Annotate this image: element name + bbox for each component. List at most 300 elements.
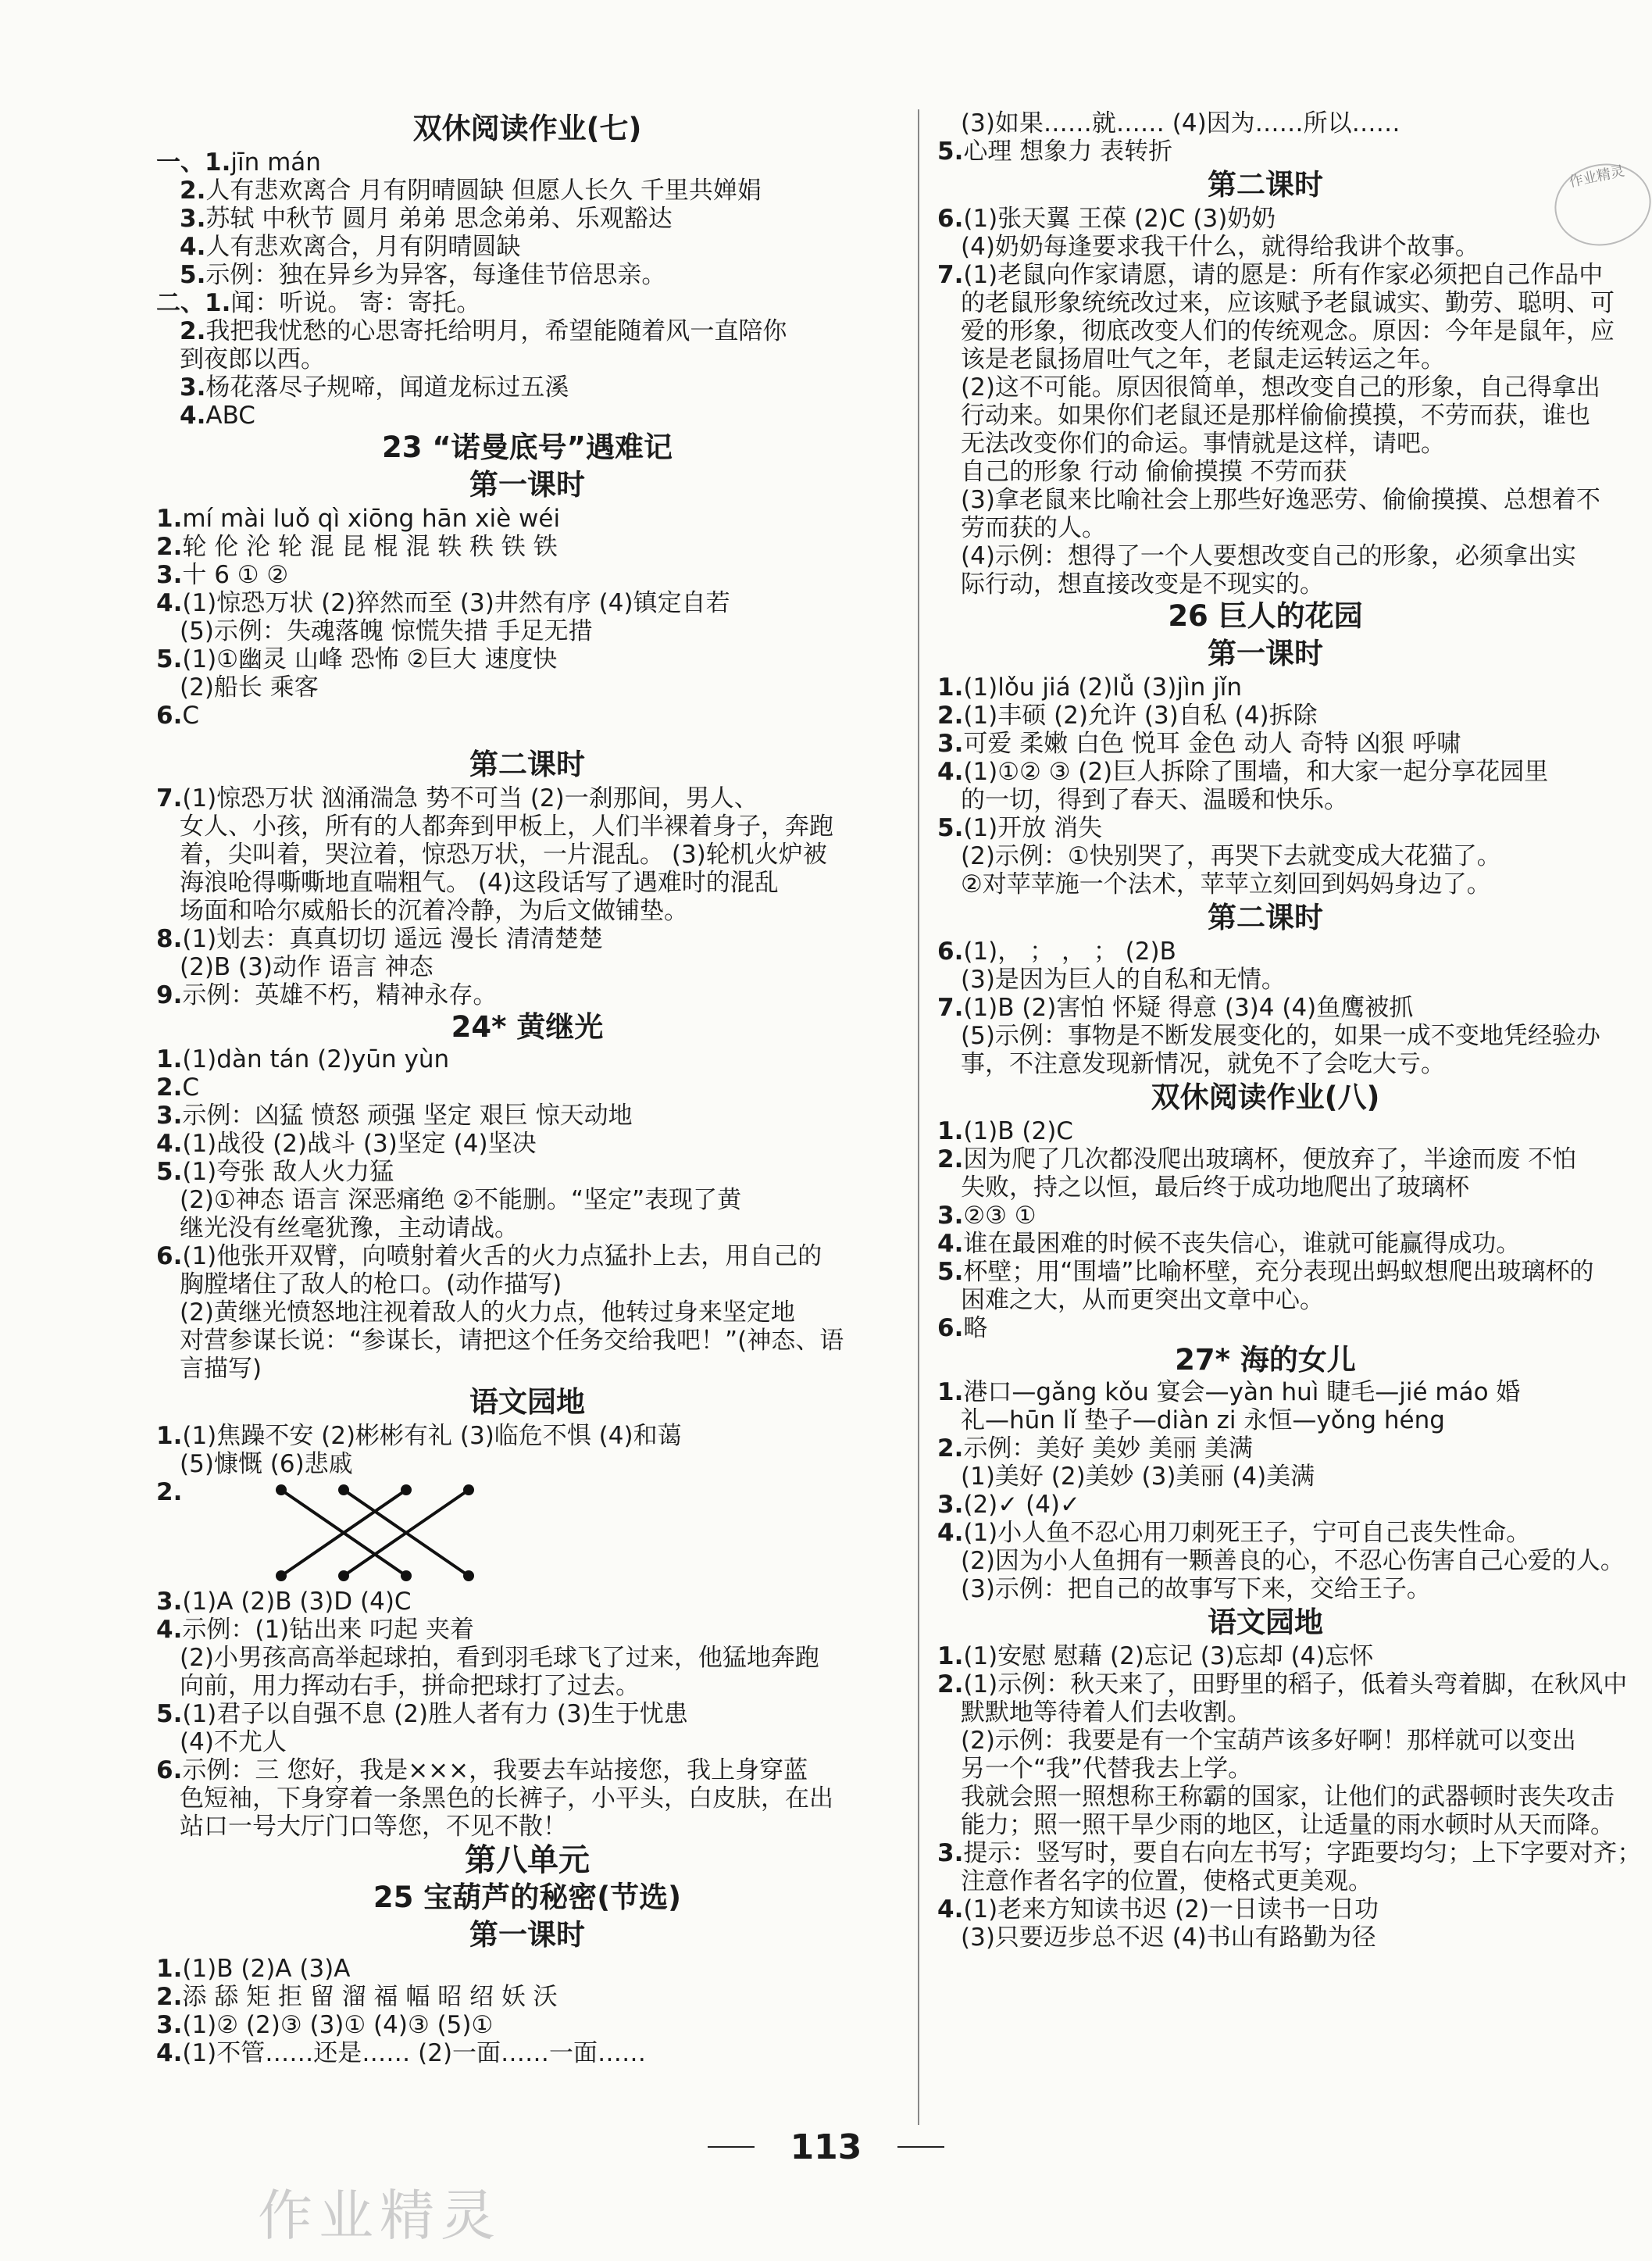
answer-line: [156, 1955, 898, 1983]
answer-line: [156, 1588, 898, 1616]
item-number: 1.: [156, 505, 183, 533]
answer-line: [156, 1700, 898, 1728]
answer-line: [937, 1406, 1593, 1434]
section-heading: 第一课时: [469, 1918, 585, 1952]
answer-line: [937, 261, 1604, 289]
item-number: 6.: [937, 205, 964, 233]
answer-line: [937, 1642, 1593, 1670]
answer-line: [937, 373, 1600, 402]
match-dot: [463, 1570, 474, 1581]
answer-line: [156, 1644, 898, 1672]
item-number: 3.: [156, 1102, 183, 1130]
answer-text: ②对苹苹施一个法术，苹苹立刻回到妈妈身边了。: [961, 870, 1491, 898]
watermark: 作业精灵: [258, 2184, 501, 2248]
answer-line: [937, 458, 1593, 486]
answer-line: [156, 1214, 898, 1242]
answer-line: [937, 786, 1593, 814]
item-number: 9.: [156, 981, 183, 1009]
item-number: 1.: [937, 673, 964, 702]
answer-line: [937, 1202, 1593, 1230]
answer-line: [156, 261, 898, 289]
lesson-title: 26 巨人的花园: [1168, 599, 1363, 633]
answer-text: 提示：竖写时，要自右向左书写；字距要均匀；上下字要对齐；: [963, 1839, 1642, 1867]
answer-line: [156, 148, 898, 177]
answer-text: 际行动，想直接改变是不现实的。: [961, 570, 1324, 598]
answer-text: 女人、小孩，所有的人都奔到甲板上，人们半裸着身子，奔跑: [180, 813, 833, 841]
answer-text: (1)安慰 慰藉 (2)忘记 (3)忘却 (4)忘怀: [963, 1642, 1374, 1670]
answer-text: (4)不尤人: [180, 1728, 287, 1756]
item-number: 3.: [937, 1491, 964, 1519]
answer-line: [937, 1575, 1593, 1603]
answer-line: [156, 784, 898, 813]
item-number: 4.: [156, 1130, 183, 1158]
answer-text: 事，不注意发现新情况，就免不了会吃大亏。: [961, 1050, 1445, 1078]
answer-line: [156, 233, 898, 261]
section-heading: 双休阅读作业(七): [412, 112, 642, 145]
answer-line: [937, 1698, 1593, 1727]
answer-line: [156, 617, 898, 645]
section-heading: 第一课时: [469, 468, 585, 502]
answer-line: [156, 177, 898, 205]
item-number: 2.: [156, 1983, 183, 2011]
answer-text: 闻：听说。 寄：寄托。: [230, 289, 481, 317]
answer-line: [937, 289, 1615, 317]
answer-text: (1)焦躁不安 (2)彬彬有礼 (3)临危不惧 (4)和蔼: [182, 1422, 682, 1450]
left-column: [156, 109, 898, 2067]
answer-text: (1)①② ③ (2)巨人拆除了围墙，和大家一起分享花园里: [963, 758, 1549, 786]
item-number: 5.: [156, 645, 183, 673]
answer-text: (1)丰硕 (2)允许 (3)自私 (4)拆除: [963, 702, 1318, 730]
answer-text: 谁在最困难的时候不丧失信心，谁就可能赢得成功。: [963, 1230, 1521, 1258]
answer-line: [937, 486, 1600, 514]
item-number: 3.: [937, 1202, 964, 1230]
answer-text: 杨花落尽子规啼，闻道龙标过五溪: [205, 373, 569, 402]
item-number: 4.: [156, 589, 183, 617]
matching-diagram: [156, 1478, 898, 1588]
answer-line: [156, 289, 898, 317]
answer-line: [937, 758, 1593, 786]
answer-text: 礼—hūn lǐ 垫子—diàn zi 永恒—yǒng héng: [961, 1406, 1445, 1434]
section-heading: 第二课时: [1208, 168, 1323, 202]
section-heading: 第一课时: [1208, 637, 1323, 670]
item-number: 6.: [156, 1242, 183, 1270]
answer-text: (2)因为小人鱼拥有一颗善良的心，不忍心伤害自己心爱的人。: [961, 1547, 1625, 1575]
matching-lines: [266, 1478, 516, 1588]
answer-line: [156, 841, 898, 869]
answer-line: [156, 1130, 898, 1158]
answer-line: [156, 1102, 898, 1130]
answer-line: [156, 981, 898, 1009]
answer-line: [937, 1670, 1628, 1698]
answer-line: [937, 1258, 1593, 1286]
answer-line: [156, 1983, 898, 2011]
item-number: 6.: [156, 1756, 183, 1784]
item-number: 1.: [937, 1378, 964, 1406]
answer-line: [937, 402, 1593, 430]
answer-text: (1)A (2)B (3)D (4)C: [182, 1588, 412, 1616]
answer-text: 能力；照一照干旱少雨的地区，让适量的雨水顿时从天而降。: [961, 1811, 1615, 1839]
answer-line: [156, 2039, 898, 2067]
answer-text: 示例：(1)钻出来 叼起 夹着: [182, 1616, 474, 1644]
answer-line: [156, 589, 898, 617]
answer-text: 对营参谋长说：“参谋长，请把这个任务交给我吧！”(神态、语: [180, 1327, 844, 1355]
item-number: 7.: [937, 261, 964, 289]
answer-line: [156, 869, 898, 897]
answer-text: 人有悲欢离合，月有阴晴圆缺: [205, 233, 521, 261]
page-number: 113: [790, 2127, 862, 2167]
answer-line: [937, 673, 1593, 702]
answer-line: [937, 1755, 1593, 1783]
answer-text: (1)①幽灵 山峰 恐怖 ②巨大 速度快: [182, 645, 558, 673]
item-number: 3.: [156, 561, 183, 589]
item-number: 1.: [156, 1955, 183, 1983]
answer-text: C: [182, 1073, 200, 1102]
answer-text: 港口—gǎng kǒu 宴会—yàn huì 睫毛—jié máo 婚: [963, 1378, 1521, 1406]
answer-text: ABC: [205, 402, 255, 430]
item-number: 2.: [937, 702, 964, 730]
spacer: [156, 730, 898, 745]
section-heading: 语文园地: [469, 1385, 585, 1419]
item-number: 8.: [156, 925, 183, 953]
item-number: 5.: [937, 138, 964, 166]
section-heading: 双休阅读作业(八): [1151, 1080, 1380, 1114]
answer-text: 向前，用力挥动右手，拼命把球打了过去。: [180, 1672, 640, 1700]
section-heading: 第二课时: [469, 748, 585, 781]
answer-text: (1)惊恐万状 (2)猝然而至 (3)井然有序 (4)镇定自若: [182, 589, 730, 617]
answer-text: 添 舔 矩 拒 留 溜 福 幅 昭 绍 妖 沃: [182, 1983, 558, 2011]
answer-line: [937, 1923, 1593, 1952]
item-number: 4.: [156, 2039, 183, 2067]
answer-text: 困难之大，从而更突出文章中心。: [961, 1286, 1324, 1314]
answer-text: (4)示例：想得了一个人要想改变自己的形象，必须拿出实: [961, 542, 1576, 570]
item-number: 一、1.: [156, 148, 231, 177]
page-number-footer: [0, 2125, 1652, 2167]
item-number: 4.: [937, 1895, 964, 1923]
answer-line: [937, 870, 1593, 898]
answer-text: (1)开放 消失: [963, 814, 1103, 842]
answer-text: (1)B (2)A (3)A: [182, 1955, 351, 1983]
answer-text: (1)惊恐万状 汹涌湍急 势不可当 (2)一刹那间，男人、: [182, 784, 758, 813]
footer-dash-left: [708, 2146, 755, 2148]
item-number: 5.: [180, 261, 206, 289]
item-number: 6.: [156, 702, 183, 730]
answer-line: [156, 645, 898, 673]
answer-text: 因为爬了几次都没爬出玻璃杯，便放弃了，半途而废 不怕: [963, 1145, 1577, 1173]
match-dot: [276, 1570, 287, 1581]
item-number: 3.: [180, 373, 206, 402]
answer-text: 劳而获的人。: [961, 514, 1106, 542]
lesson-title: 25 宝葫芦的秘密(节选): [373, 1881, 682, 1914]
match-dot: [401, 1570, 412, 1581]
item-number: 4.: [180, 233, 206, 261]
answer-text: (3)只要迈步总不迟 (4)书山有路勤为径: [961, 1923, 1376, 1952]
answer-line: [156, 1756, 898, 1784]
item-number: 5.: [937, 814, 964, 842]
item-number: 3.: [156, 1588, 183, 1616]
answer-text: (1)示例：秋天来了，田野里的稻子，低着头弯着脚，在秋风中: [963, 1670, 1628, 1698]
answer-line: [156, 1327, 898, 1355]
answer-line: [156, 1672, 898, 1700]
answer-text: mí mài luǒ qì xiōng hān xiè wéi: [182, 505, 561, 533]
answer-line: [937, 1547, 1625, 1575]
item-number: 1.: [156, 1045, 183, 1073]
answer-line: [156, 1158, 898, 1186]
answer-line: [156, 561, 898, 589]
answer-text: (1)② (2)③ (3)① (4)③ (5)①: [182, 2011, 494, 2039]
footer-dash-right: [897, 2146, 944, 2148]
item-number: 7.: [156, 784, 183, 813]
answer-text: (1)美好 (2)美妙 (3)美丽 (4)美满: [961, 1463, 1315, 1491]
answer-line: [156, 373, 898, 402]
answer-text: (1)老来方知读书迟 (2)一日读书一日功: [963, 1895, 1379, 1923]
answer-line: [937, 1314, 1593, 1342]
item-number: 1.: [937, 1642, 964, 1670]
answer-line: [156, 925, 898, 953]
answer-line: [156, 1422, 898, 1450]
answer-text: (2)示例：我要是有一个宝葫芦该多好啊！那样就可以变出: [961, 1727, 1576, 1755]
answer-text: C: [182, 702, 200, 730]
answer-text: 我把我忧愁的心思寄托给明月，希望能随着风一直陪你: [205, 317, 787, 345]
answer-line: [937, 1145, 1593, 1173]
match-dot: [276, 1484, 287, 1495]
item-number: 4.: [937, 1230, 964, 1258]
answer-line: [156, 533, 898, 561]
answer-text: (3)如果……就…… (4)因为……所以……: [961, 109, 1400, 138]
answer-text: 无法改变你们的命运。事情就是这样，请吧。: [961, 430, 1445, 458]
answer-text: (3)是因为巨人的自私和无情。: [961, 966, 1286, 994]
answer-line: [937, 1839, 1642, 1867]
answer-line: [156, 402, 898, 430]
answer-text: (1)， ； ， ； (2)B: [963, 938, 1176, 966]
answer-text: 着，尖叫着，哭泣着，惊恐万状，一片混乱。 (3)轮机火炉被: [180, 841, 827, 869]
answer-text: (1)战役 (2)战斗 (3)坚定 (4)坚决: [182, 1130, 537, 1158]
answer-text: jīn mán: [230, 148, 321, 177]
answer-text: 示例：美好 美妙 美丽 美满: [963, 1434, 1253, 1463]
answer-text: (1)B (2)害怕 怀疑 得意 (3)4 (4)鱼鹰被抓: [963, 994, 1414, 1022]
answer-line: [937, 570, 1593, 598]
item-number: 1.: [156, 1422, 183, 1450]
answer-line: [937, 1727, 1593, 1755]
answer-line: [937, 1050, 1593, 1078]
answer-line: [156, 1784, 898, 1813]
answer-text: (4)奶奶每逢要求我干什么，就得给我讲个故事。: [961, 233, 1479, 261]
answer-line: [937, 1811, 1615, 1839]
item-number: 2.: [156, 533, 183, 561]
item-number: 4.: [937, 1519, 964, 1547]
answer-text: 注意作者名字的位置，使格式更美观。: [961, 1867, 1372, 1895]
answer-line: [156, 1616, 898, 1644]
item-number: 4.: [937, 758, 964, 786]
answer-text: 苏轼 中秋节 圆月 弟弟 思念弟弟、乐观豁达: [205, 205, 673, 233]
answer-text: (1)dàn tán (2)yūn yùn: [182, 1045, 450, 1073]
item-number: 2.: [180, 317, 206, 345]
answer-line: [937, 1867, 1593, 1895]
answer-line: [156, 702, 898, 730]
match-dot: [338, 1570, 349, 1581]
answer-text: 海浪呛得嘶嘶地直喘粗气。 (4)这段话写了遇难时的混乱: [180, 869, 779, 897]
answer-line: [937, 1230, 1593, 1258]
answer-line: [937, 994, 1593, 1022]
match-dot: [401, 1484, 412, 1495]
item-number: 5.: [156, 1700, 183, 1728]
item-number: 1.: [937, 1117, 964, 1145]
item-number: 2.: [156, 1073, 183, 1102]
answer-text: 到夜郎以西。: [180, 345, 325, 373]
answer-line: [156, 1813, 898, 1841]
answer-line: [156, 1186, 898, 1214]
answer-line: [156, 1728, 898, 1756]
answer-line: [937, 1463, 1593, 1491]
stamp-logo: 作业精灵: [1547, 155, 1652, 255]
item-number: 2.: [937, 1434, 964, 1463]
answer-line: [156, 1355, 898, 1383]
answer-line: [156, 1450, 898, 1478]
item-number: 3.: [156, 2011, 183, 2039]
item-number: 5.: [937, 1258, 964, 1286]
answer-text: 自己的形象 行动 偷偷摸摸 不劳而获: [961, 458, 1347, 486]
answer-line: [156, 813, 898, 841]
answer-line: [156, 2011, 898, 2039]
item-number: 3.: [937, 1839, 964, 1867]
answer-line: [156, 897, 898, 925]
answer-text: (2)①神态 语言 深恶痛绝 ②不能删。“坚定”表现了黄: [180, 1186, 742, 1214]
answer-line: [937, 1173, 1593, 1202]
answer-text: (1)划去：真真切切 遥远 漫长 清清楚楚: [182, 925, 603, 953]
answer-line: [937, 1519, 1593, 1547]
answer-line: [937, 966, 1593, 994]
answer-text: 十 6 ① ②: [182, 561, 289, 589]
item-number: 2.: [937, 1670, 964, 1698]
answer-line: [937, 1286, 1593, 1314]
item-number: 4.: [180, 402, 206, 430]
match-dot: [463, 1484, 474, 1495]
match-dot: [338, 1484, 349, 1495]
answer-text: 继光没有丝毫犹豫，主动请战。: [180, 1214, 519, 1242]
answer-text: 略: [963, 1314, 988, 1342]
answer-line: [156, 673, 898, 702]
answer-line: [937, 138, 1593, 166]
section-heading: 语文园地: [1208, 1606, 1323, 1639]
answer-text: (2)✓ (4)✓: [963, 1491, 1080, 1519]
answer-text: (3)示例：把自己的故事写下来，交给王子。: [961, 1575, 1431, 1603]
answer-line: [156, 953, 898, 981]
answer-text: 言描写): [180, 1355, 262, 1383]
answer-line: [937, 938, 1593, 966]
answer-text: 人有悲欢离合 月有阴晴圆缺 但愿人长久 千里共婵娟: [205, 177, 762, 205]
answer-line: [156, 1270, 898, 1298]
answer-text: 我就会照一照想称王称霸的国家，让他们的武器顿时丧失攻击: [961, 1783, 1615, 1811]
item-number: 5.: [156, 1158, 183, 1186]
answer-text: 杯壁；用“围墙”比喻杯壁，充分表现出蚂蚁想爬出玻璃杯的: [963, 1258, 1594, 1286]
answer-text: (1)B (2)C: [963, 1117, 1073, 1145]
answer-text: 失败，持之以恒，最后终于成功地爬出了玻璃杯: [961, 1173, 1469, 1202]
answer-line: [937, 1783, 1615, 1811]
lesson-title: 27* 海的女儿: [1175, 1343, 1356, 1377]
answer-line: [937, 233, 1593, 261]
item-number: 6.: [937, 1314, 964, 1342]
answer-text: 的老鼠形象统统改过来，应该赋予老鼠诚实、勤劳、聪明、可: [961, 289, 1615, 317]
item-number: 3.: [937, 730, 964, 758]
answer-text: 行动来。如果你们老鼠还是那样偷偷摸摸，不劳而获，谁也: [961, 402, 1590, 430]
item-number: 2.: [156, 1478, 183, 1506]
answer-text: 站口一号大厅门口等您，不见不散！: [180, 1813, 567, 1841]
answer-text: 示例：英雄不朽，精神永存。: [182, 981, 498, 1009]
answer-line: [937, 345, 1593, 373]
answer-text: (1)不管……还是…… (2)一面……一面……: [182, 2039, 647, 2067]
answer-text: 轮 伦 沦 轮 混 昆 棍 混 轶 秩 铁 铁: [182, 533, 558, 561]
answer-text: 胸膛堵住了敌人的枪口。(动作描写): [180, 1270, 562, 1298]
answer-text: 爱的形象，彻底改变人们的传统观念。原因：今年是鼠年，应: [961, 317, 1615, 345]
answer-text: 心理 想象力 表转折: [963, 138, 1173, 166]
answer-text: (1)老鼠向作家请愿，请的愿是：所有作家必须把自己作品中: [963, 261, 1604, 289]
answer-line: [937, 1895, 1593, 1923]
item-number: 7.: [937, 994, 964, 1022]
answer-text: (2)船长 乘客: [180, 673, 319, 702]
item-number: 2.: [180, 177, 206, 205]
answer-line: [156, 205, 898, 233]
answer-text: 的一切，得到了春天、温暖和快乐。: [961, 786, 1348, 814]
item-number: 4.: [156, 1616, 183, 1644]
answer-line: [156, 345, 898, 373]
section-heading: 第二课时: [1208, 901, 1323, 934]
answer-text: (2)这不可能。原因很简单，想改变自己的形象，自己得拿出: [961, 373, 1600, 402]
answer-text: 示例：独在异乡为异客，每逢佳节倍思亲。: [205, 261, 666, 289]
answer-line: [937, 317, 1615, 345]
answer-line: [937, 1491, 1593, 1519]
answer-text: (1)小人鱼不忍心用刀刺死王子，宁可自己丧失性命。: [963, 1519, 1531, 1547]
answer-text: (2)黄继光愤怒地注视着敌人的火力点，他转过身来坚定地: [180, 1298, 795, 1327]
answer-line: [937, 842, 1593, 870]
answer-line: [937, 205, 1593, 233]
answer-text: (5)示例：事物是不断发展变化的，如果一成不变地凭经验办: [961, 1022, 1600, 1050]
item-number: 二、1.: [156, 289, 231, 317]
answer-text: (2)小男孩高高举起球拍，看到羽毛球飞了过来，他猛地奔跑: [180, 1644, 819, 1672]
answer-text: (1)张天翼 王葆 (2)C (3)奶奶: [963, 205, 1276, 233]
answer-line: [156, 1073, 898, 1102]
answer-line: [937, 814, 1593, 842]
section-heading: 第八单元: [465, 1842, 590, 1878]
answer-text: (3)拿老鼠来比喻社会上那些好逸恶劳、偷偷摸摸、总想着不: [961, 486, 1600, 514]
answer-text: (1)他张开双臂，向喷射着火舌的火力点猛扑上去，用自己的: [182, 1242, 822, 1270]
answer-text: (2)B (3)动作 语言 神态: [180, 953, 434, 981]
answer-text: 该是老鼠扬眉吐气之年，老鼠走运转运之年。: [961, 345, 1445, 373]
answer-line: [937, 1434, 1593, 1463]
item-number: 3.: [180, 205, 206, 233]
answer-line: [937, 1117, 1593, 1145]
answer-line: [937, 730, 1593, 758]
item-number: 6.: [937, 938, 964, 966]
answer-line: [937, 430, 1593, 458]
answer-text: 可爱 柔嫩 白色 悦耳 金色 动人 奇特 凶狠 呼啸: [963, 730, 1461, 758]
answer-line: [156, 317, 898, 345]
answer-text: (1)君子以自强不息 (2)胜人者有力 (3)生于忧患: [182, 1700, 688, 1728]
answer-text: ②③ ①: [963, 1202, 1037, 1230]
answer-text: 色短袖，下身穿着一条黑色的长裤子，小平头，白皮肤，在出: [180, 1784, 833, 1813]
answer-line: [156, 1242, 898, 1270]
answer-line: [937, 1378, 1593, 1406]
answer-text: 示例：凶猛 愤怒 顽强 坚定 艰巨 惊天动地: [182, 1102, 633, 1130]
answer-text: (5)示例：失魂落魄 惊慌失措 手足无措: [180, 617, 593, 645]
answer-line: [937, 702, 1593, 730]
column-divider: [918, 109, 919, 2125]
answer-text: (1)夸张 敌人火力猛: [182, 1158, 394, 1186]
answer-text: (2)示例：①快别哭了，再哭下去就变成大花猫了。: [961, 842, 1501, 870]
lesson-title: 24* 黄继光: [451, 1010, 604, 1044]
answer-line: [937, 1022, 1600, 1050]
item-number: 2.: [937, 1145, 964, 1173]
answer-line: [156, 1298, 898, 1327]
answer-text: 默默地等待着人们去收割。: [961, 1698, 1251, 1727]
